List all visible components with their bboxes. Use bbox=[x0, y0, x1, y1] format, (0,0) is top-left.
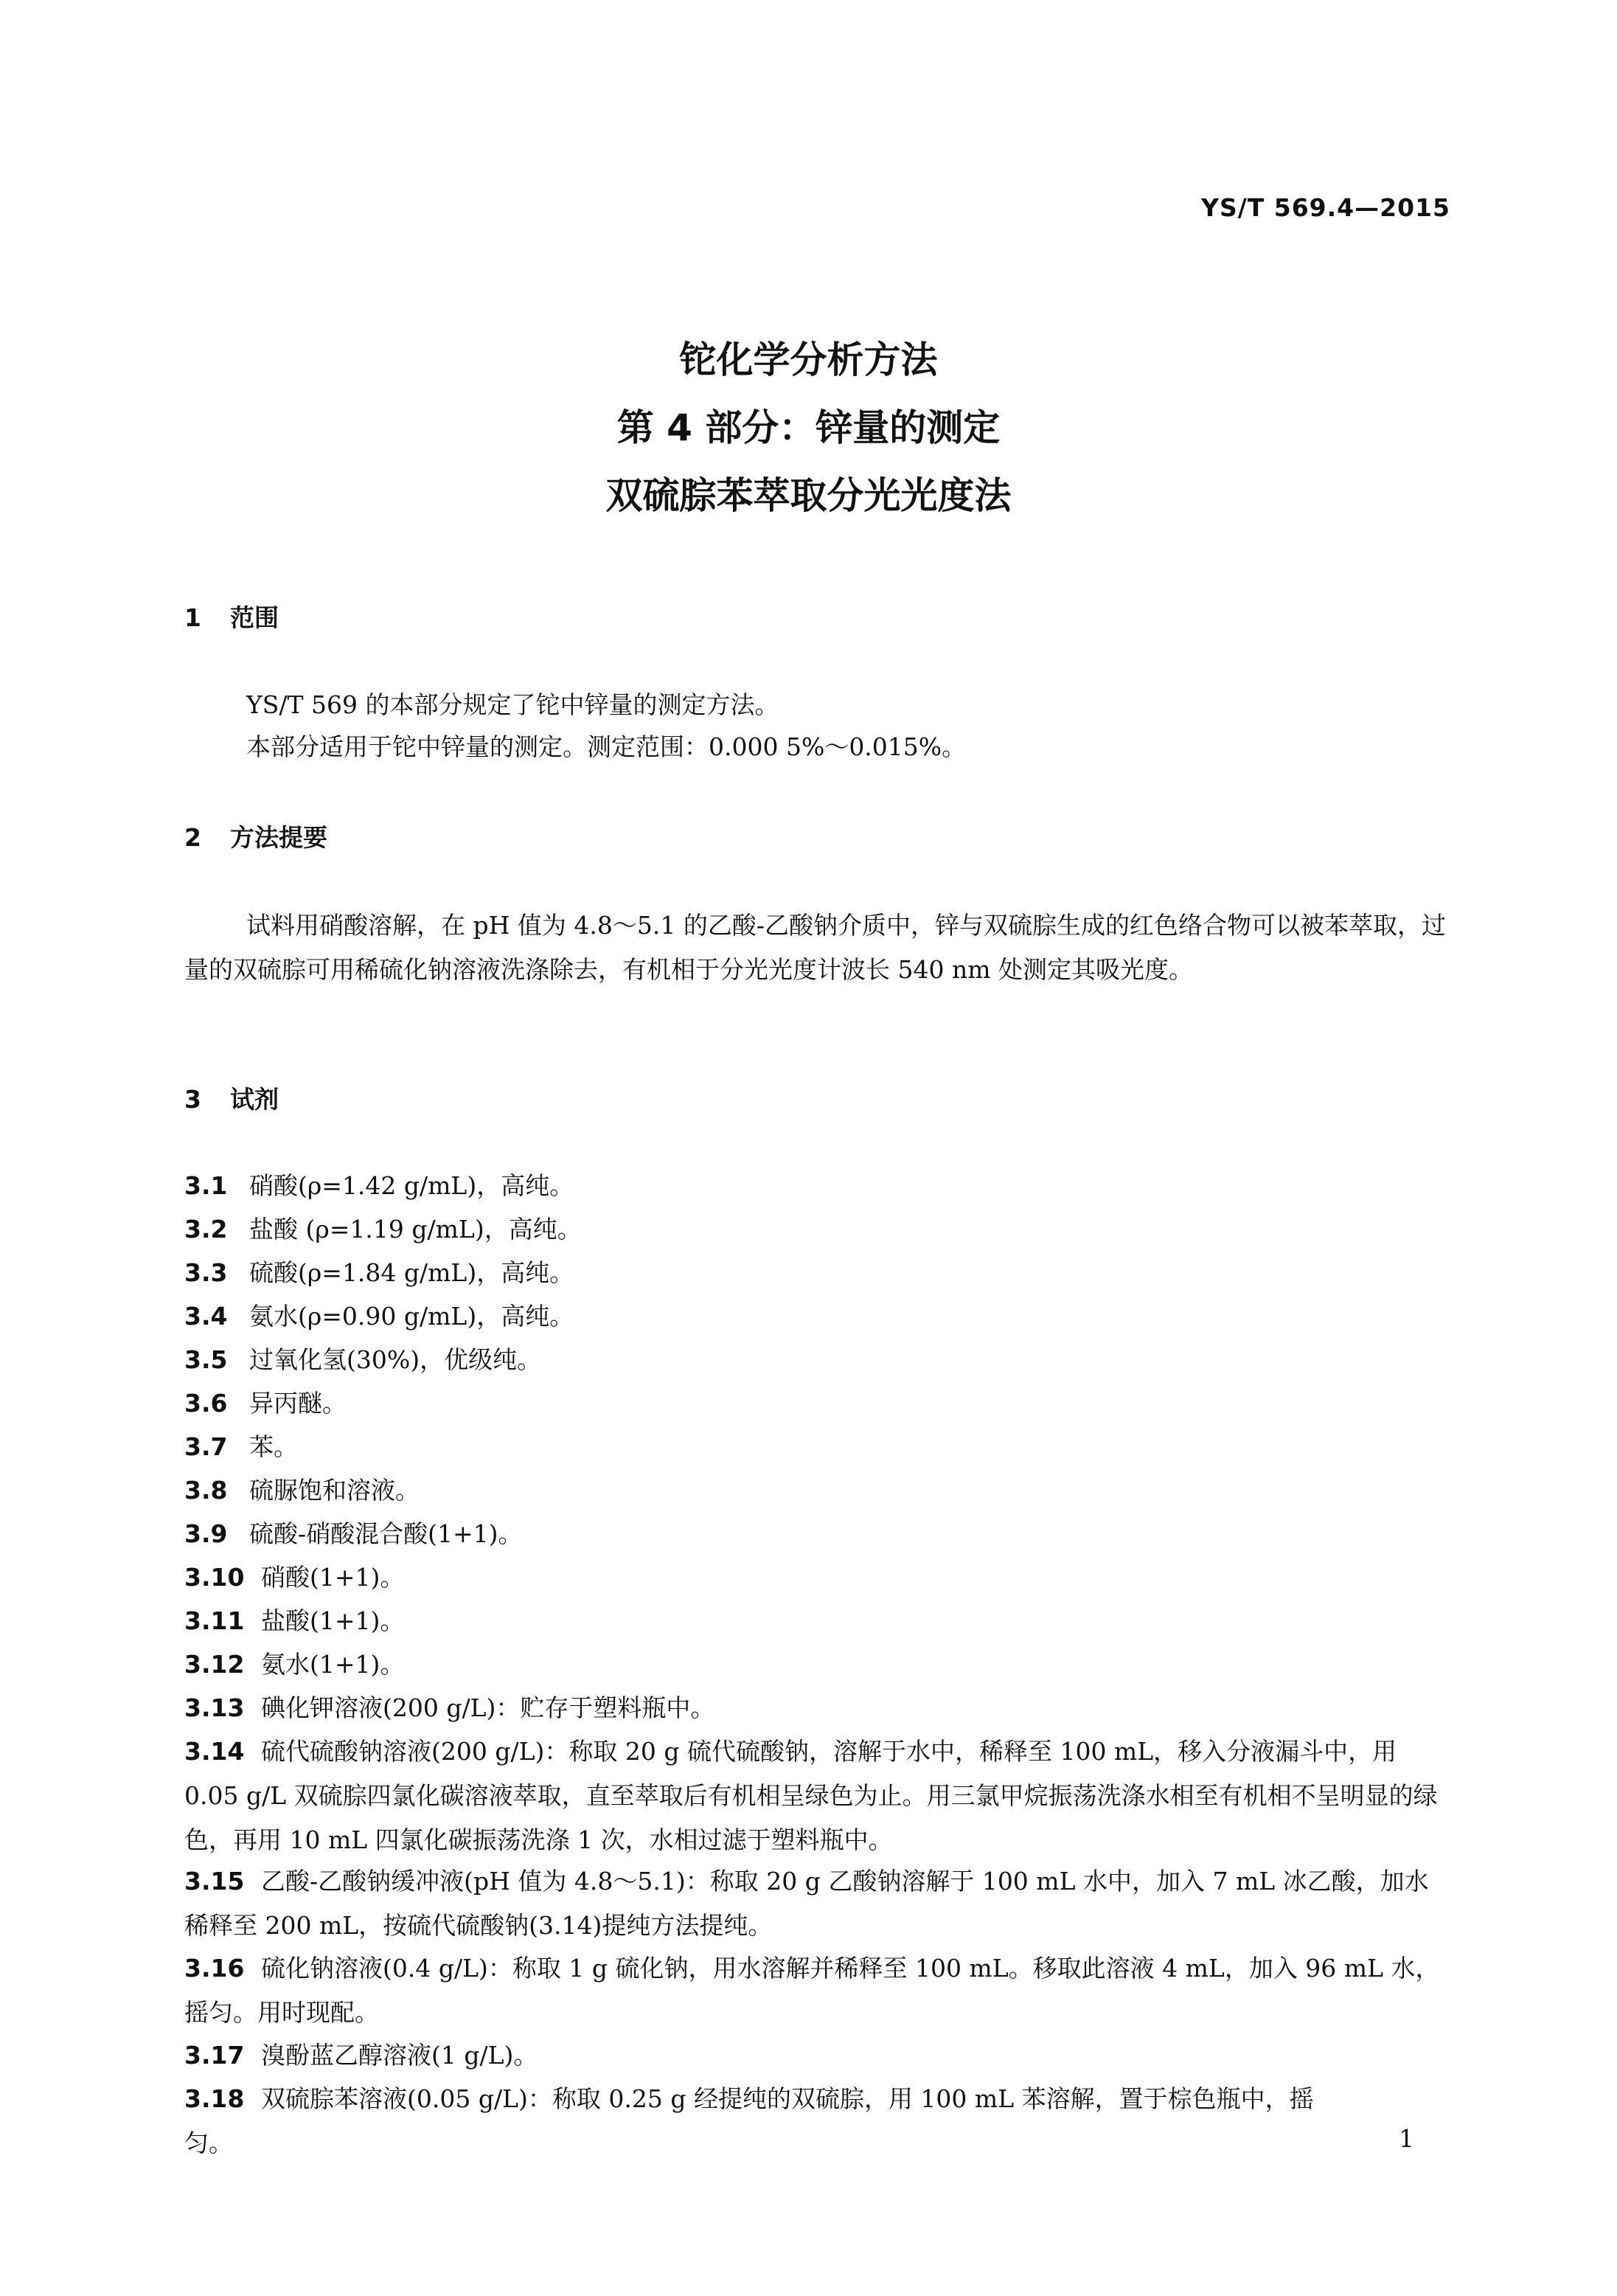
item-number: 3.1 bbox=[184, 1171, 228, 1200]
item-number: 3.8 bbox=[184, 1476, 228, 1505]
item-number: 3.16 bbox=[184, 1954, 245, 1983]
item-number: 3.15 bbox=[184, 1867, 245, 1896]
list-item bbox=[184, 1730, 1453, 1862]
section-title: 试剂 bbox=[230, 1085, 279, 1114]
item-text: 氨水(ρ=0.90 g/mL)，高纯。 bbox=[249, 1302, 574, 1331]
item-text: 溴酚蓝乙醇溶液(1 g/L)。 bbox=[261, 2041, 538, 2070]
title-line-3: 双硫腙苯萃取分光光度法 bbox=[605, 474, 1012, 517]
title-line-2: 第 4 部分：锌量的测定 bbox=[616, 406, 1001, 449]
standard-code: YS/T 569.4—2015 bbox=[1201, 193, 1450, 222]
list-item bbox=[184, 2077, 1349, 2165]
list-item bbox=[184, 1599, 1453, 1643]
section-title: 方法提要 bbox=[230, 823, 327, 852]
item-text: 硫代硫酸钠溶液(200 g/L)：称取 20 g 硫代硫酸钠，溶解于水中，稀释至 100 mL，移入分液漏斗中，用 0.05 g/L 双硫腙四氯化碳溶液萃取，直至萃取后有机相呈绿色为止。用三氯甲烷振荡洗涤水相至有机相不呈明显的绿色，再用 10 mL 四氯化碳振荡洗涤 1 次，水相过滤于塑料瓶中。 bbox=[184, 1737, 1438, 1854]
item-number: 3.17 bbox=[184, 2041, 245, 2070]
section-number: 1 bbox=[184, 603, 201, 632]
item-text: 过氧化氢(30%)，优级纯。 bbox=[249, 1345, 542, 1374]
list-item bbox=[184, 1643, 1453, 1687]
list-item bbox=[184, 1207, 1453, 1252]
item-text: 硫脲饱和溶液。 bbox=[249, 1476, 420, 1505]
item-text: 氨水(1+1)。 bbox=[261, 1650, 405, 1679]
paragraph: 本部分适用于铊中锌量的测定。测定范围：0.000 5%～0.015%。 bbox=[246, 732, 967, 761]
section-number: 3 bbox=[184, 1085, 201, 1114]
title-line-1: 铊化学分析方法 bbox=[679, 339, 938, 381]
item-number: 3.6 bbox=[184, 1389, 228, 1418]
item-number: 3.14 bbox=[184, 1737, 245, 1766]
section-title: 范围 bbox=[230, 603, 279, 632]
item-number: 3.11 bbox=[184, 1606, 245, 1635]
section-number: 2 bbox=[184, 823, 201, 852]
item-number: 3.7 bbox=[184, 1432, 228, 1461]
list-item bbox=[184, 1946, 1453, 2035]
item-text: 硫酸-硝酸混合酸(1+1)。 bbox=[249, 1519, 523, 1548]
item-number: 3.9 bbox=[184, 1519, 228, 1548]
item-number: 3.12 bbox=[184, 1650, 245, 1679]
list-item bbox=[184, 1425, 1453, 1469]
item-number: 3.3 bbox=[184, 1258, 228, 1287]
item-text: 双硫腙苯溶液(0.05 g/L)：称取 0.25 g 经提纯的双硫腙，用 100 mL 苯溶解，置于棕色瓶中，摇匀。 bbox=[184, 2084, 1314, 2157]
list-item bbox=[184, 1468, 1453, 1513]
section-2-heading bbox=[184, 819, 327, 853]
list-item bbox=[184, 2033, 1453, 2078]
item-text: 碘化钾溶液(200 g/L)：贮存于塑料瓶中。 bbox=[261, 1693, 715, 1722]
item-text: 乙酸-乙酸钠缓冲液(pH 值为 4.8～5.1)：称取 20 g 乙酸钠溶解于 100 mL 水中，加入 7 mL 冰乙酸，加水稀释至 200 mL，按硫代硫酸钠(3.14)提纯方法提纯。 bbox=[184, 1867, 1429, 1940]
item-text: 硝酸(ρ=1.42 g/mL)，高纯。 bbox=[249, 1171, 574, 1200]
list-item bbox=[184, 1294, 1453, 1339]
item-number: 3.2 bbox=[184, 1215, 228, 1244]
section-1-heading bbox=[184, 599, 279, 634]
page-number: 1 bbox=[1399, 2124, 1414, 2153]
item-text: 异丙醚。 bbox=[249, 1389, 347, 1418]
list-item bbox=[184, 1859, 1453, 1948]
item-number: 3.18 bbox=[184, 2084, 245, 2113]
list-item bbox=[184, 1686, 1453, 1730]
item-number: 3.4 bbox=[184, 1302, 228, 1331]
list-item bbox=[184, 1338, 1453, 1382]
list-item bbox=[184, 1512, 1453, 1556]
list-item bbox=[184, 1164, 1453, 1208]
item-number: 3.10 bbox=[184, 1563, 245, 1592]
item-text: 硫化钠溶液(0.4 g/L)：称取 1 g 硫化钠，用水溶解并稀释至 100 mL。移取此溶液 4 mL，加入 96 mL 水，摇匀。用时现配。 bbox=[184, 1954, 1440, 2027]
item-text: 硝酸(1+1)。 bbox=[261, 1563, 405, 1592]
item-text: 盐酸 (ρ=1.19 g/mL)，高纯。 bbox=[249, 1215, 582, 1244]
list-item bbox=[184, 1555, 1453, 1600]
paragraph: YS/T 569 的本部分规定了铊中锌量的测定方法。 bbox=[246, 690, 779, 719]
section-3-heading bbox=[184, 1081, 279, 1115]
item-number: 3.5 bbox=[184, 1345, 228, 1374]
item-text: 盐酸(1+1)。 bbox=[261, 1606, 405, 1635]
item-number: 3.13 bbox=[184, 1693, 245, 1722]
item-text: 硫酸(ρ=1.84 g/mL)，高纯。 bbox=[249, 1258, 574, 1287]
item-text: 苯。 bbox=[249, 1432, 298, 1461]
list-item bbox=[184, 1251, 1453, 1295]
list-item bbox=[184, 1381, 1453, 1426]
document-title bbox=[0, 326, 1617, 530]
paragraph: 试料用硝酸溶解，在 pH 值为 4.8～5.1 的乙酸-乙酸钠介质中，锌与双硫腙生成的红色络合物可以被苯萃取，过量的双硫腙可用稀硫化钠溶液洗涤除去，有机相于分光光度计波长 540 nm 处测定其吸光度。 bbox=[184, 911, 1446, 984]
